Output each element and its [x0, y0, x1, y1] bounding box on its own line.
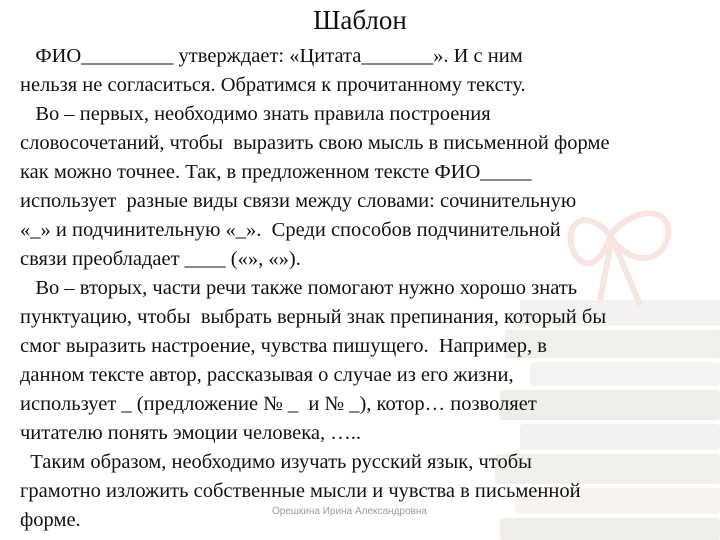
body-line: грамотно изложить собственные мысли и чувства в письменной: [20, 480, 581, 502]
body-line: Во – вторых, части речи также помогают нужно хорошо знать: [20, 277, 578, 299]
body-line: данном тексте автор, рассказывая о случае из его жизни,: [20, 364, 514, 386]
slide-title: Шаблон: [313, 5, 407, 35]
body-line: пунктуацию, чтобы выбрать верный знак препинания, который бы: [20, 306, 607, 328]
body-line: нельзя не согласиться. Обратимся к прочитанному тексту.: [20, 74, 526, 96]
body-line: использует разные виды связи между словами: сочинительную: [20, 190, 577, 212]
body-line: связи преобладает ____ («», «»).: [20, 248, 301, 270]
body-line: читателю понять эмоции человека, …..: [20, 422, 362, 444]
body-line: как можно точнее. Так, в предложенном тексте ФИО_____: [20, 161, 532, 183]
body-line: словосочетаний, чтобы выразить свою мысль в письменной форме: [20, 132, 610, 154]
body-line: смог выразить настроение, чувства пишущего. Например, в: [20, 335, 547, 357]
slide-footer-author: Орешкина Ирина Александровна: [272, 506, 427, 517]
body-line: форме.: [20, 509, 81, 531]
body-line: ФИО_________ утверждает: «Цитата_______». И с ним: [20, 45, 523, 67]
body-line: использует _ (предложение № _ и № _), котор… позволяет: [20, 393, 537, 415]
body-line: Таким образом, необходимо изучать русский язык, чтобы: [20, 451, 532, 473]
body-line: «_» и подчинительную «_». Среди способов подчинительной: [20, 219, 561, 241]
body-line: Во – первых, необходимо знать правила построения: [20, 103, 491, 125]
